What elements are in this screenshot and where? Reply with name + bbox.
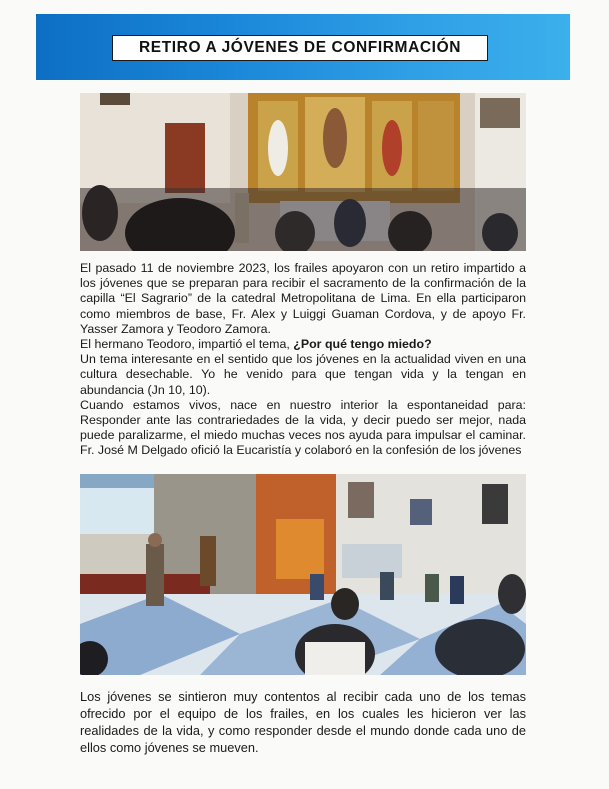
topic-lead: El hermano Teodoro, impartió el tema, bbox=[80, 337, 294, 352]
paragraph-intro: El pasado 11 de noviembre 2023, los frailes apoyaron con un retiro impartido a los jóvenes que se preparan para recibir el sacramento de la confirmación de la capilla “El Sagrario” de la catedral Metropolitana de Lima. En ella participaron como miembros de base, Fr. Alex y Luiggi Guaman Cordova, y de apoyo Fr. Yasser Zamora y Teodoro Zamora. bbox=[80, 261, 526, 336]
topic-title: ¿Por qué tengo miedo? bbox=[293, 337, 432, 352]
paragraph-reflection: Cuando estamos vivos, nace en nuestro interior la espontaneidad para: Responder ante las contrariedades de la vida, y decir puedo ser mejor, nada puede paralizarme, el miedo muchas veces nos ayuda para impulsar el caminar. Fr. José M Delgado ofició la Eucaristía y colaboró en la confesión de los jóvenes bbox=[80, 397, 526, 458]
title-box bbox=[112, 35, 488, 61]
article-body bbox=[80, 261, 526, 459]
paragraph-theme: Un tema interesante en el sentido que los jóvenes en la actualidad viven en una cultura desechable. Yo he venido para que tengan vida y la tengan en abundancia (Jn 10, 10). bbox=[80, 352, 526, 397]
hall-talk-photo bbox=[80, 474, 526, 675]
closing-text: Los jóvenes se sintieron muy contentos al recibir cada uno de los temas ofrecido por el equipo de los frailes, en los cuales les hicieron ver las realidades de la vida, y como responder desde el mundo donde cada uno de ellos como jóvenes se mueven. bbox=[80, 689, 526, 755]
paragraph-topic bbox=[80, 337, 526, 352]
page-title: RETIRO A JÓVENES DE CONFIRMACIÓN bbox=[138, 39, 462, 56]
closing-paragraph bbox=[80, 688, 526, 756]
chapel-altar-photo bbox=[80, 93, 526, 251]
